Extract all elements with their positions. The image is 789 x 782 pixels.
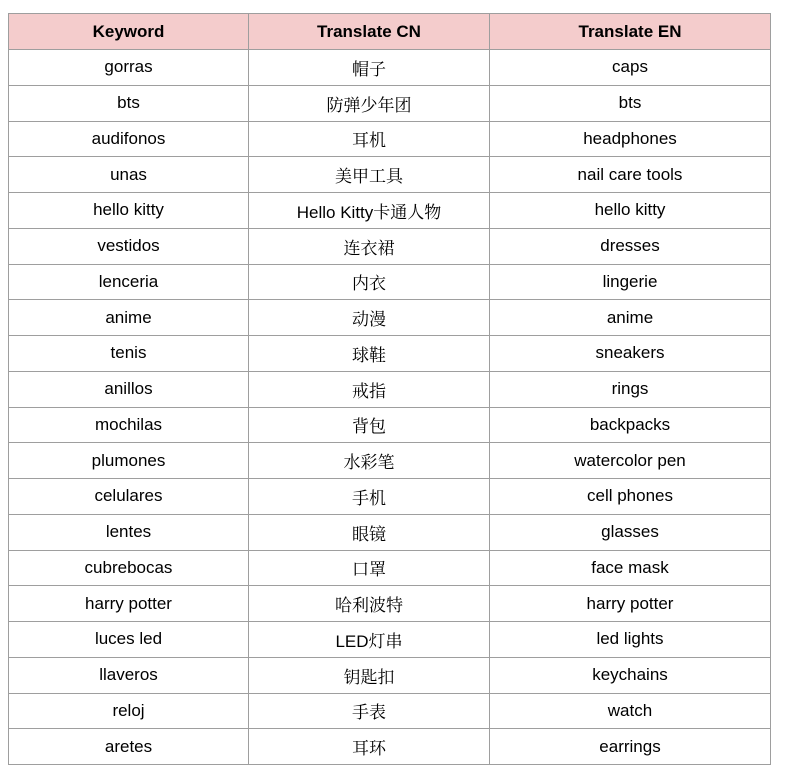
table-row	[9, 479, 771, 515]
table-row	[9, 693, 771, 729]
cell-translate-en: nail care tools	[490, 157, 771, 193]
cell-keyword: mochilas	[9, 407, 249, 443]
cell-translate-en: watercolor pen	[490, 443, 771, 479]
cell-translate-en: watch	[490, 693, 771, 729]
cell-translate-cn: 口罩	[249, 550, 490, 586]
cell-keyword: reloj	[9, 693, 249, 729]
cell-keyword: bts	[9, 85, 249, 121]
table-row	[9, 300, 771, 336]
table-row	[9, 407, 771, 443]
table-row	[9, 157, 771, 193]
table-row	[9, 622, 771, 658]
cell-keyword: llaveros	[9, 657, 249, 693]
table-row	[9, 550, 771, 586]
table-row	[9, 657, 771, 693]
cell-keyword: lenceria	[9, 264, 249, 300]
cell-translate-en: harry potter	[490, 586, 771, 622]
cell-translate-en: keychains	[490, 657, 771, 693]
cell-translate-cn: Hello Kitty卡通人物	[249, 193, 490, 229]
cell-translate-cn: 耳机	[249, 121, 490, 157]
cell-keyword: hello kitty	[9, 193, 249, 229]
table-row	[9, 514, 771, 550]
table-row	[9, 121, 771, 157]
table-row	[9, 50, 771, 86]
cell-translate-en: lingerie	[490, 264, 771, 300]
cell-translate-en: led lights	[490, 622, 771, 658]
cell-translate-cn: 眼镜	[249, 514, 490, 550]
column-header-keyword: Keyword	[9, 14, 249, 50]
cell-keyword: cubrebocas	[9, 550, 249, 586]
cell-translate-cn: 哈利波特	[249, 586, 490, 622]
cell-keyword: tenis	[9, 336, 249, 372]
cell-translate-en: rings	[490, 371, 771, 407]
table-row	[9, 85, 771, 121]
cell-keyword: anime	[9, 300, 249, 336]
table-row	[9, 443, 771, 479]
cell-translate-cn: 内衣	[249, 264, 490, 300]
cell-translate-en: headphones	[490, 121, 771, 157]
column-header-translate-cn: Translate CN	[249, 14, 490, 50]
cell-translate-cn: 连衣裙	[249, 228, 490, 264]
table-row	[9, 371, 771, 407]
cell-translate-cn: 动漫	[249, 300, 490, 336]
cell-keyword: harry potter	[9, 586, 249, 622]
cell-keyword: lentes	[9, 514, 249, 550]
table-row	[9, 729, 771, 765]
table-header	[9, 14, 771, 50]
cell-translate-en: sneakers	[490, 336, 771, 372]
cell-translate-en: hello kitty	[490, 193, 771, 229]
cell-translate-cn: 水彩笔	[249, 443, 490, 479]
cell-translate-en: bts	[490, 85, 771, 121]
cell-translate-en: caps	[490, 50, 771, 86]
table-row	[9, 264, 771, 300]
cell-keyword: celulares	[9, 479, 249, 515]
table-row	[9, 228, 771, 264]
header-row	[9, 14, 771, 50]
cell-translate-en: dresses	[490, 228, 771, 264]
cell-keyword: audifonos	[9, 121, 249, 157]
cell-translate-en: anime	[490, 300, 771, 336]
column-header-translate-en: Translate EN	[490, 14, 771, 50]
cell-translate-cn: 帽子	[249, 50, 490, 86]
cell-keyword: plumones	[9, 443, 249, 479]
keyword-translation-table	[8, 13, 771, 765]
cell-keyword: gorras	[9, 50, 249, 86]
cell-keyword: aretes	[9, 729, 249, 765]
cell-translate-cn: 球鞋	[249, 336, 490, 372]
cell-translate-en: backpacks	[490, 407, 771, 443]
cell-translate-cn: 钥匙扣	[249, 657, 490, 693]
cell-keyword: unas	[9, 157, 249, 193]
cell-keyword: luces led	[9, 622, 249, 658]
cell-keyword: vestidos	[9, 228, 249, 264]
cell-translate-cn: 美甲工具	[249, 157, 490, 193]
cell-translate-en: cell phones	[490, 479, 771, 515]
cell-translate-en: earrings	[490, 729, 771, 765]
cell-translate-cn: 戒指	[249, 371, 490, 407]
cell-translate-cn: 耳环	[249, 729, 490, 765]
table-row	[9, 336, 771, 372]
table-row	[9, 586, 771, 622]
cell-translate-cn: LED灯串	[249, 622, 490, 658]
cell-translate-cn: 背包	[249, 407, 490, 443]
cell-translate-en: face mask	[490, 550, 771, 586]
cell-translate-cn: 防弹少年团	[249, 85, 490, 121]
cell-translate-cn: 手表	[249, 693, 490, 729]
cell-keyword: anillos	[9, 371, 249, 407]
cell-translate-en: glasses	[490, 514, 771, 550]
table-row	[9, 193, 771, 229]
cell-translate-cn: 手机	[249, 479, 490, 515]
table-body	[9, 50, 771, 765]
